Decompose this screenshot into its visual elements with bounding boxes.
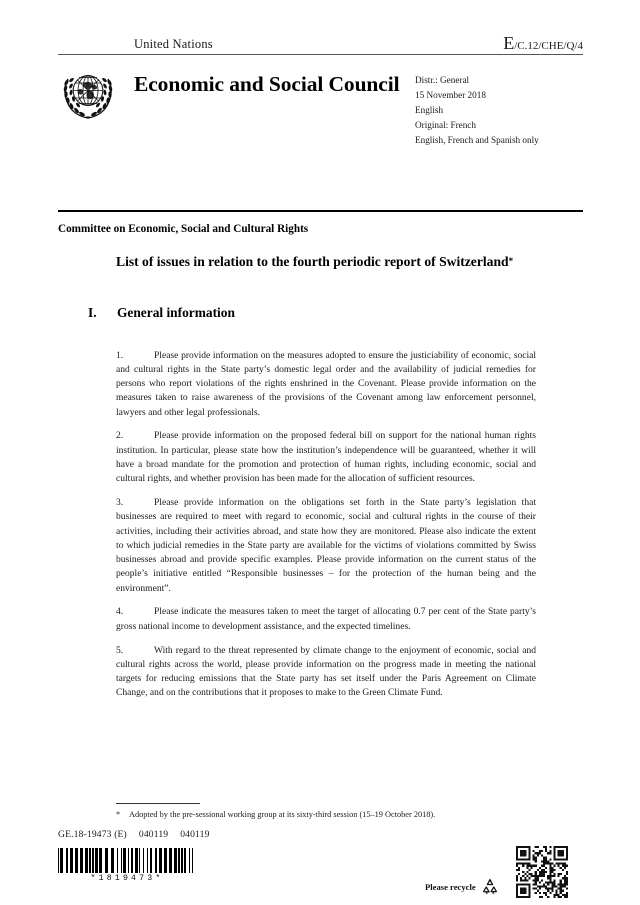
document-symbol	[503, 34, 583, 52]
paragraph-number: 2.	[116, 430, 124, 442]
paragraph-text: Please provide information on the measures adopted to ensure the justiciability of economic, social and cultural rights in the State party’s domestic legal order and the availability of judicial remedies for persons who report violations of the rights enshrined in the Covenant. Please provide information on the measures taken to raise awareness of the provisions of the Covenant among law enforcement personnel, lawyers and other legal professionals.	[116, 349, 536, 418]
header-top-row	[58, 34, 583, 54]
emblem-container	[58, 64, 134, 129]
original-language: Original: French	[415, 119, 476, 130]
header-body-row	[58, 64, 583, 148]
paragraph-number: 4.	[116, 606, 124, 618]
recycle-icon	[480, 878, 500, 896]
barcode-text: *1819473*	[90, 874, 164, 883]
paragraph-number: 3.	[116, 497, 124, 509]
document-language: English	[415, 104, 444, 115]
qr-code-icon	[516, 846, 568, 898]
barcode-bars	[58, 848, 196, 873]
footnote-separator	[116, 803, 200, 804]
section-heading-label: General information	[117, 305, 235, 320]
paragraph-number: 1.	[116, 349, 124, 361]
date-code-1: 040119	[138, 829, 169, 840]
paragraph	[116, 644, 536, 701]
organ-title: Economic and Social Council	[134, 72, 400, 96]
recycle-label: Please recycle	[425, 882, 476, 892]
section-heading	[88, 305, 548, 321]
date-code-2: 040119	[180, 829, 210, 840]
paragraph-text: Please provide information on the proposed federal bill on support for the national human rights institution. In particular, please state how the institution’s independence will be guaranteed, whether it will have a broad mandate for the promotion and protection of human rights, including economic, social and cultural rights, and whether provision has been made for the allocation of sufficient resources.	[116, 430, 536, 485]
section-divider-rule	[58, 210, 583, 212]
organization-name: United Nations	[134, 37, 213, 51]
paragraph-text: With regard to the threat represented by climate change to the enjoyment of economic, social and cultural rights across the world, please provide information on the progress made in meeting the national targets for reducing emissions that the State party has set itself under the Paris Agreement on Climate Change, and on the contributions that it proposes to make to the Green Climate Fund.	[116, 644, 536, 699]
paragraph	[116, 349, 536, 420]
footnote-text: Adopted by the pre-sessional working group at its sixty-third session (15–19 October 2018).	[129, 810, 436, 819]
un-emblem-icon	[58, 66, 118, 124]
distribution-line: Distr.: General	[415, 75, 470, 85]
page-title-text: List of issues in relation to the fourth periodic report of Switzerland	[116, 254, 509, 269]
barcode	[58, 848, 196, 883]
language-code: (E)	[114, 829, 127, 840]
page-title	[116, 252, 536, 272]
paragraph	[116, 429, 536, 486]
recycle-notice	[425, 878, 500, 896]
footnote	[116, 809, 556, 821]
section-number: I.	[88, 305, 97, 320]
document-header	[58, 34, 583, 148]
job-number-line	[58, 829, 210, 840]
paragraph-text: Please provide information on the obligations set forth in the State party’s legislation that businesses are required to meet with regard to economic, social and cultural rights in the course of their activities, including their activities abroad, and state how they are monitored. Please also indicate the extent to which judicial remedies in the State party are available for the victims of violations committed by Swiss businesses abroad and provide specific examples. Please provide information on the current status of the people’s initiative entitled “Responsible businesses – for the protection of the human being and the environment”.	[116, 497, 536, 594]
committee-name: Committee on Economic, Social and Cultural Rights	[58, 223, 309, 235]
available-languages: English, French and Spanish only	[415, 134, 539, 145]
paragraph-text: Please indicate the measures taken to meet the target of allocating 0.7 per cent of the State party’s gross national income to development assistance, and the expected timelines.	[116, 606, 536, 632]
title-footnote-marker: *	[508, 256, 514, 266]
footnote-marker: *	[116, 810, 121, 819]
paragraph	[116, 605, 536, 634]
distribution-block	[415, 64, 583, 148]
job-number: GE.18-19473	[58, 829, 112, 840]
document-symbol-prefix: E	[503, 33, 515, 53]
body-content	[116, 339, 536, 709]
header-thin-rule	[58, 54, 583, 55]
paragraph-number: 5.	[116, 644, 124, 656]
document-symbol-suffix: /C.12/CHE/Q/4	[514, 40, 583, 52]
paragraph	[116, 496, 536, 596]
document-date: 15 November 2018	[415, 89, 486, 100]
